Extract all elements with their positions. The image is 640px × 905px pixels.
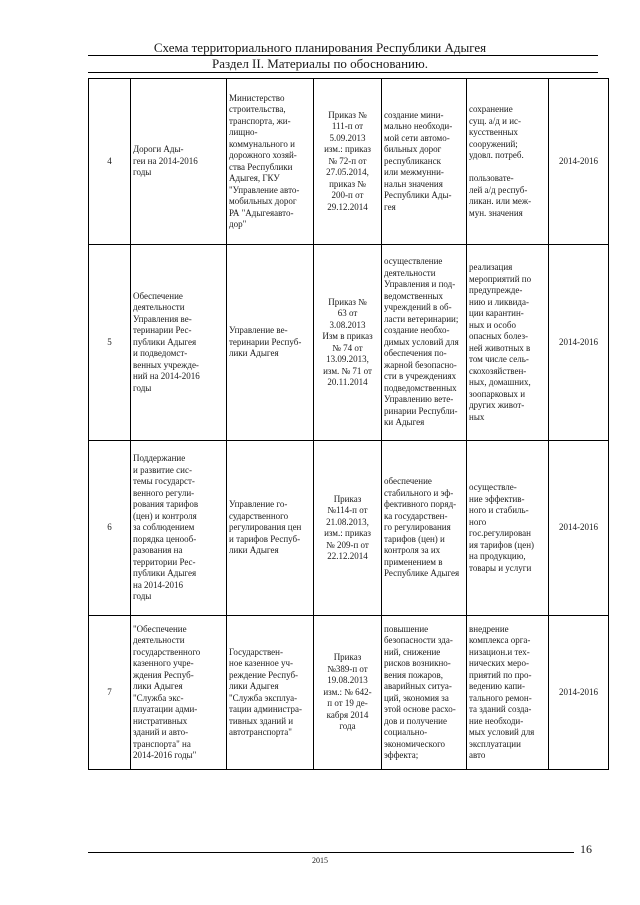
expected-result: сохранение сущ. а/д и ис- кусственных сооружений; удовл. потреб. пользовате- лей а/д респуб- ликан. или меж- мун. значения: [467, 79, 549, 245]
program-name: "Обеспечение деятельности государственного казенного учре- ждения Респуб- лики Адыгея "Служба экс- плуатации адми- нистративных зданий и авто- транспорта" на 2014-2016 годы": [131, 616, 227, 770]
row-number: 7: [89, 616, 131, 770]
executor: Государствен- ное казенное уч- реждение Респуб- лики Адыгея "Служба эксплуа- тации администра- тивных зданий и автотранспорта": [227, 616, 314, 770]
program-goal: повышение безопасности зда- ний, снижение рисков возникно- вения пожаров, аварийных ситуа- ций, экономия за этой основе расхо- дов и получение социально- экономического эффекта;: [382, 616, 467, 770]
programs-table: [88, 78, 609, 770]
executor: Управление го- сударственного регулирования цен и тарифов Респуб- лики Адыгея: [227, 441, 314, 616]
expected-result: реализация мероприятий по предупрежде- нию и ликвида- ции карантин- ных и особо опасных болез- ней животных в том числе сель- скохозяйствен- ных, домашних, зоопарковых и других живот- ных: [467, 245, 549, 441]
program-goal: обеспечение стабильного и эф- фективного поряд- ка государствен- го регулирования тарифов (цен) и контроля за их применением в Республике Адыгея: [382, 441, 467, 616]
executor: Министерство строительства, транспорта, жи- лищно- коммунального и дорожного хозяй- ства Республики Адыгея, ГКУ "Управление авто- мобильных дорог РА "Адыгеяавто- дор": [227, 79, 314, 245]
approval-document: Приказ № 63 от 3.08.2013 Изм в приказ № 74 от 13.09.2013, изм. № 71 от 20.11.2014: [314, 245, 382, 441]
page-number: 16: [580, 842, 592, 856]
row-number: 5: [89, 245, 131, 441]
executor: Управление ве- теринарии Респуб- лики Адыгея: [227, 245, 314, 441]
header-rule-bottom: [88, 72, 598, 73]
program-goal: осуществление деятельности Управления и под- ведомственных учреждений в об- ласти ветеринарии; создание необхо- димых условий для обеспечения по- жарной безопасно- сти в учреждениях подведомственных Управлению вете- ринарии Республи- ки Адыгея: [382, 245, 467, 441]
expected-result: осуществле- ние эффектив- ного и стабиль- ного гос.регулирован ия тарифов (цен) на продукцию, товары и услуги: [467, 441, 549, 616]
table-row: [89, 79, 609, 245]
program-name: Дороги Ады- геи на 2014-2016 годы: [131, 79, 227, 245]
section-title: Раздел II. Материалы по обоснованию.: [212, 56, 428, 71]
row-number: 6: [89, 441, 131, 616]
expected-result: внедрение комплекса орга- низацион.и тех- нических меро- приятий по про- ведению капи- тального ремон- та зданий созда- ние необходи- мых условий для эксплуатации авто: [467, 616, 549, 770]
table-row: [89, 245, 609, 441]
program-term: 2014-2016: [549, 441, 609, 616]
program-term: 2014-2016: [549, 245, 609, 441]
program-name: Обеспечение деятельности Управления ве- теринарии Рес- публики Адыгея и подведомст- венных учрежде- ний на 2014-2016 годы: [131, 245, 227, 441]
footer-year: 2015: [312, 856, 328, 865]
footer-rule: [88, 852, 574, 853]
table-row: [89, 441, 609, 616]
approval-document: Приказ №389-п от 19.08.2013 изм.: № 642- п от 19 де- кабря 2014 года: [314, 616, 382, 770]
program-goal: создание мини- мально необходи- мой сети автомо- бильных дорог республиканск или межмунни- нальн значения Республики Ады- гея: [382, 79, 467, 245]
program-term: 2014-2016: [549, 616, 609, 770]
approval-document: Приказ № 111-п от 5.09.2013 изм.: приказ № 72-п от 27.05.2014, приказ № 200-п от 29.12.2014: [314, 79, 382, 245]
approval-document: Приказ №114-п от 21.08.2013, изм.: приказ № 209-п от 22.12.2014: [314, 441, 382, 616]
table-row: [89, 616, 609, 770]
document-title: Схема территориального планирования Республики Адыгея: [153, 40, 487, 55]
program-name: Поддержание и развитие сис- темы государст- венного регули- рования тарифов (цен) и контроля за соблюдением порядка ценооб- разования на территории Рес- публики Адыгея на 2014-2016 годы: [131, 441, 227, 616]
row-number: 4: [89, 79, 131, 245]
program-term: 2014-2016: [549, 79, 609, 245]
